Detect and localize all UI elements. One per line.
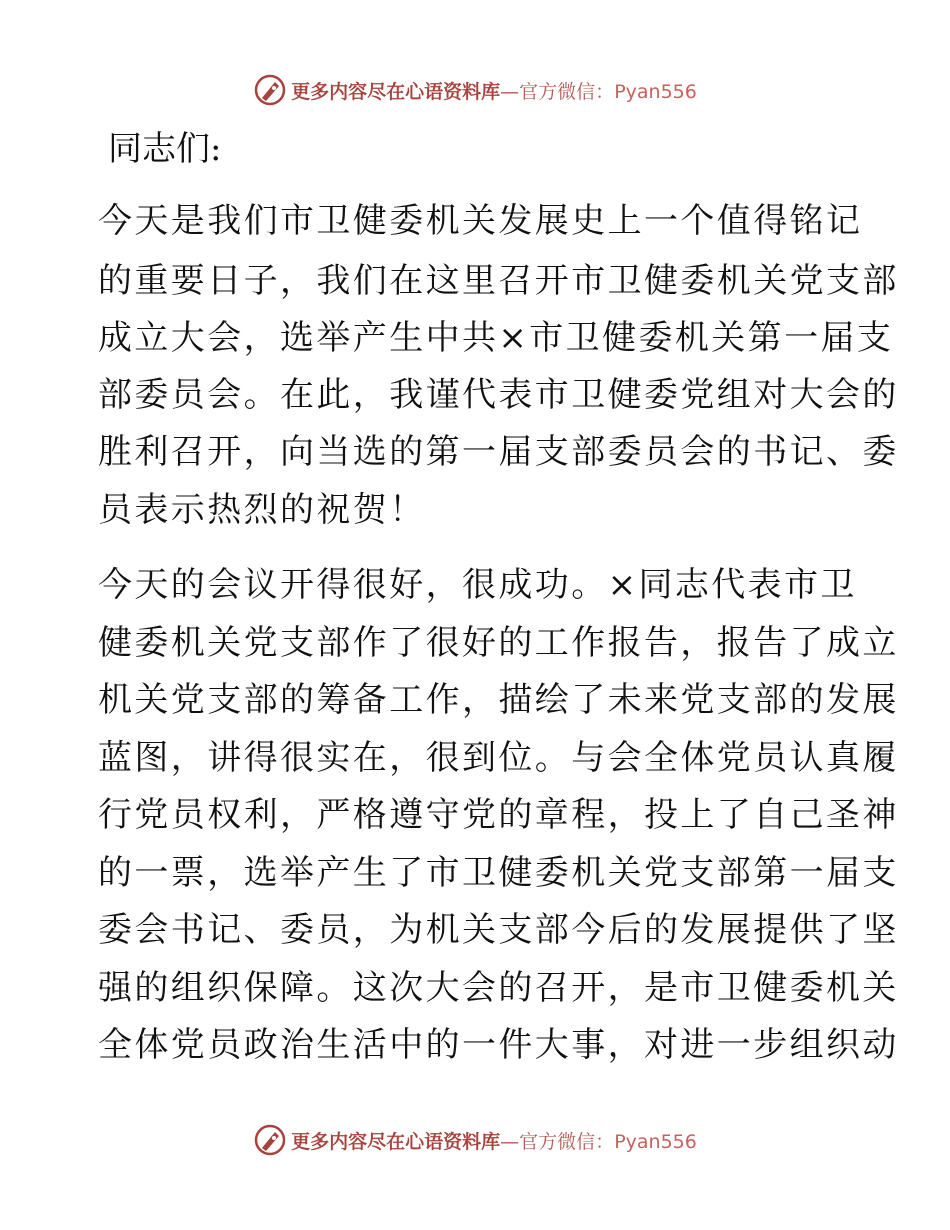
- banner-wechat-label: —官方微信：: [500, 1130, 615, 1153]
- paragraph2-line: 全体党员政治生活中的一件大事，对进一步组织动: [98, 1025, 899, 1065]
- header-banner: [0, 70, 950, 110]
- banner-wechat-id: Pyan556: [614, 1130, 697, 1153]
- paragraph2-line: 蓝图，讲得很实在，很到位。与会全体党员认真履: [98, 738, 899, 778]
- banner-wechat-id: Pyan556: [614, 80, 697, 103]
- banner-text: [291, 77, 697, 104]
- banner-title: 更多内容尽在心语资料库: [291, 1130, 501, 1153]
- paragraph2-line: 今天的会议开得很好，很成功。×同志代表市卫: [98, 565, 857, 605]
- banner-wechat-label: —官方微信：: [500, 80, 615, 103]
- paragraph2-line: 健委机关党支部作了很好的工作报告，报告了成立: [98, 623, 899, 663]
- banner-text: [291, 1127, 697, 1154]
- footer-banner: [0, 1120, 950, 1160]
- paragraph1-line: 成立大会，选举产生中共×市卫健委机关第一届支: [98, 318, 894, 358]
- greeting: 同志们:: [108, 129, 222, 169]
- paragraph2-line: 机关党支部的筹备工作，描绘了未来党支部的发展: [98, 680, 899, 720]
- banner-title: 更多内容尽在心语资料库: [291, 80, 501, 103]
- paragraph2-line: 的一票，选举产生了市卫健委机关党支部第一届支: [98, 853, 899, 893]
- paragraph1-line: 部委员会。在此，我谨代表市卫健委党组对大会的: [98, 375, 899, 415]
- paragraph1-line: 胜利召开，向当选的第一届支部委员会的书记、委: [98, 432, 899, 472]
- pen-logo-icon: [253, 1123, 287, 1157]
- paragraph2-line: 强的组织保障。这次大会的召开，是市卫健委机关: [98, 968, 899, 1008]
- paragraph1-line: 的重要日子，我们在这里召开市卫健委机关党支部: [98, 261, 899, 301]
- paragraph2-line: 委会书记、委员，为机关支部今后的发展提供了坚: [98, 910, 899, 950]
- paragraph2-line: 行党员权利，严格遵守党的章程，投上了自己圣神: [98, 795, 899, 835]
- paragraph1-line: 员表示热烈的祝贺！: [98, 490, 426, 530]
- paragraph1-line: 今天是我们市卫健委机关发展史上一个值得铭记: [98, 201, 863, 241]
- pen-logo-icon: [253, 73, 287, 107]
